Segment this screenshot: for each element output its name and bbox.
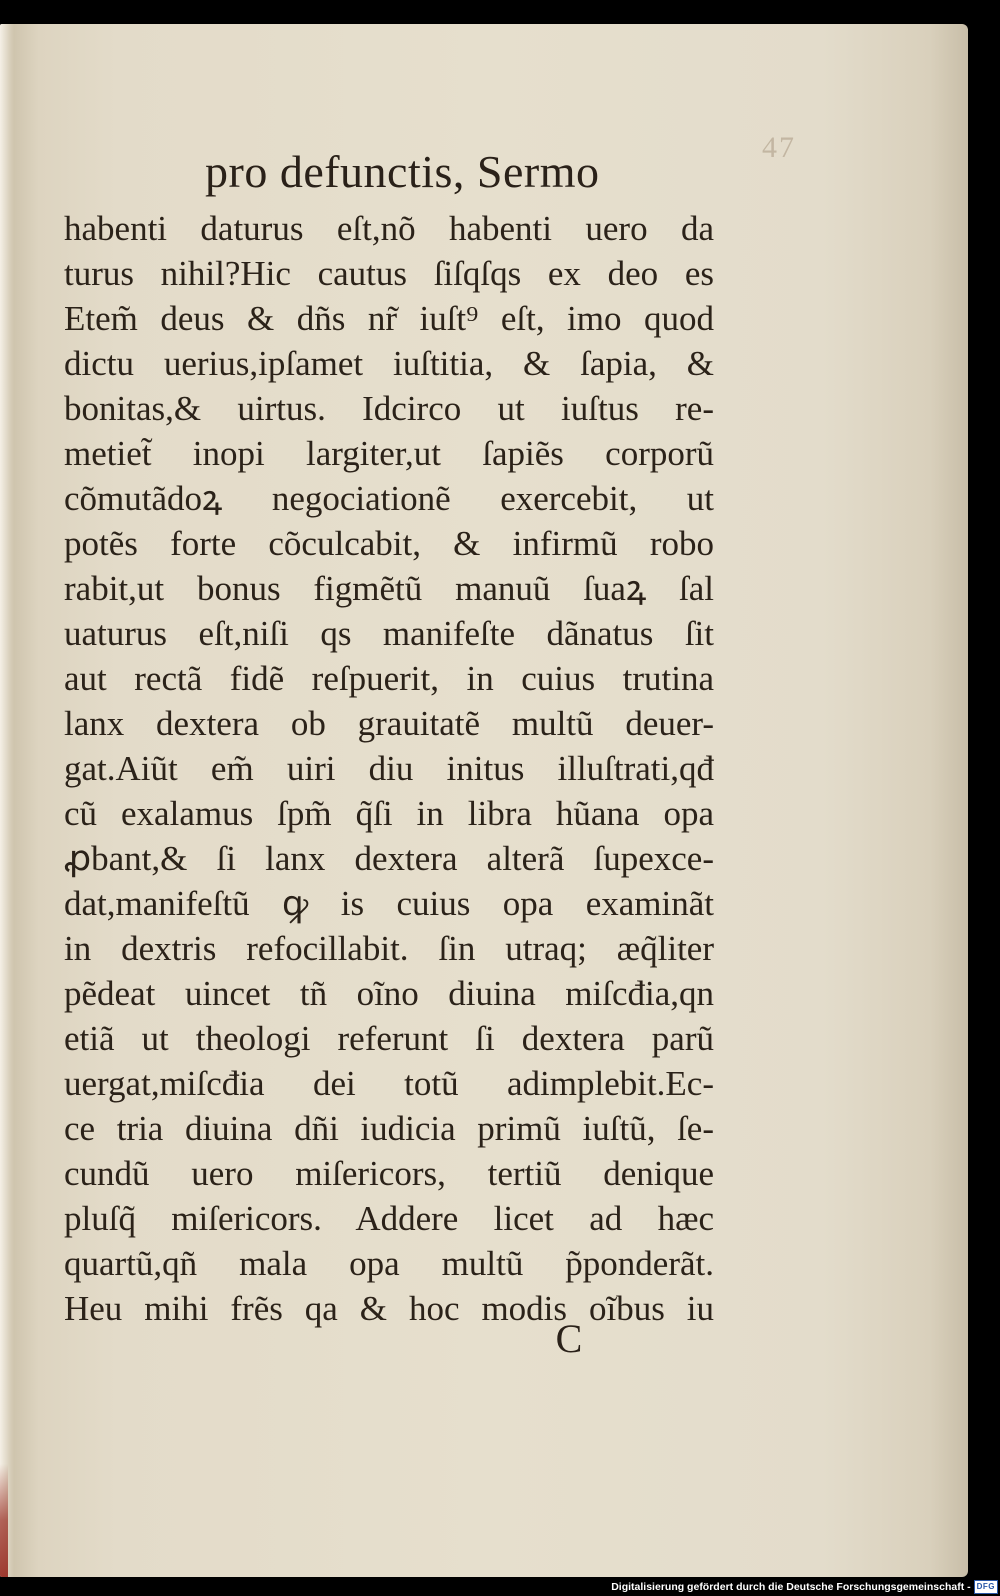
book-page [0,24,968,1577]
text-line: bonitas,& uirtus. Idcirco ut iuſtus re- [64,389,714,428]
page-edge-stain [0,1464,8,1577]
text-line: pluſq̃ miſericors. Addere licet ad hæc [64,1199,714,1238]
text-line: ce tria diuina dñi iudicia primũ iuſtũ, ſe- [64,1109,714,1148]
page-edge [0,24,14,1577]
running-head: pro defunctis, Sermo [205,146,600,197]
folio-number: 47 [762,131,796,164]
text-line: Etem̃ deus & dñs nr̃ iuſt⁹ eſt, imo quod [64,299,714,338]
text-line: dat,manifeſtũ ꝙ is cuius opa examinãt [64,884,714,923]
text-line: lanx dextera ob grauitatẽ multũ deuer- [64,704,714,743]
text-line: rabit,ut bonus figmẽtũ manuũ ſuaꝝ ſal [64,569,714,608]
digitization-credit [600,1579,998,1595]
text-line: gat.Aiũt em̃ uiri diu initus illuſtrati,qđ [64,749,714,788]
text-line: cõmutãdoꝝ negociationẽ exercebit, ut [64,479,714,518]
text-line: cũ exalamus ſpm̃ q̃ſi in libra hũana opa [64,794,714,833]
text-line: habenti daturus eſt,nõ habenti uero da [64,209,714,248]
text-line: in dextris refocillabit. ſin utraq; æq̃liter [64,929,714,968]
text-line: pẽdeat uincet tñ oĩno diuina miſcđia,qn [64,974,714,1013]
text-block [64,206,714,1328]
text-line: Heu mihi frẽs qa & hoc modis oĩbus iu [64,1289,714,1328]
text-line: dictu uerius,ipſamet iuſtitia, & ſapia, & [64,344,714,383]
text-line: potẽs forte cõculcabit, & infirmũ robo [64,524,714,563]
text-line: quartũ,qñ mala opa multũ p̃ponderãt. [64,1244,714,1283]
text-line: turus nihil?Hic cautus ſiſqſqs ex deo es [64,254,714,293]
text-line: ꝓbant,& ſi lanx dextera alterã ſupexce- [64,839,714,878]
text-line: cundũ uero miſericors, tertiũ denique [64,1154,714,1193]
text-line: aut rectã fidẽ reſpuerit, in cuius trutina [64,659,714,698]
credit-text: Digitalisierung gefördert durch die Deutsche Forschungsgemeinschaft - [611,1581,971,1593]
text-line: uergat,miſcđia dei totũ adimplebit.Ec- [64,1064,714,1103]
text-line: uaturus eſt,niſi qs manifeſte dãnatus ſit [64,614,714,653]
signature-mark: C [555,1316,583,1361]
text-line: etiã ut theologi referunt ſi dextera parũ [64,1019,714,1058]
text-line: metiet̃ inopi largiter,ut ſapiẽs corporũ [64,434,714,473]
dfg-logo: DFG [974,1580,998,1594]
